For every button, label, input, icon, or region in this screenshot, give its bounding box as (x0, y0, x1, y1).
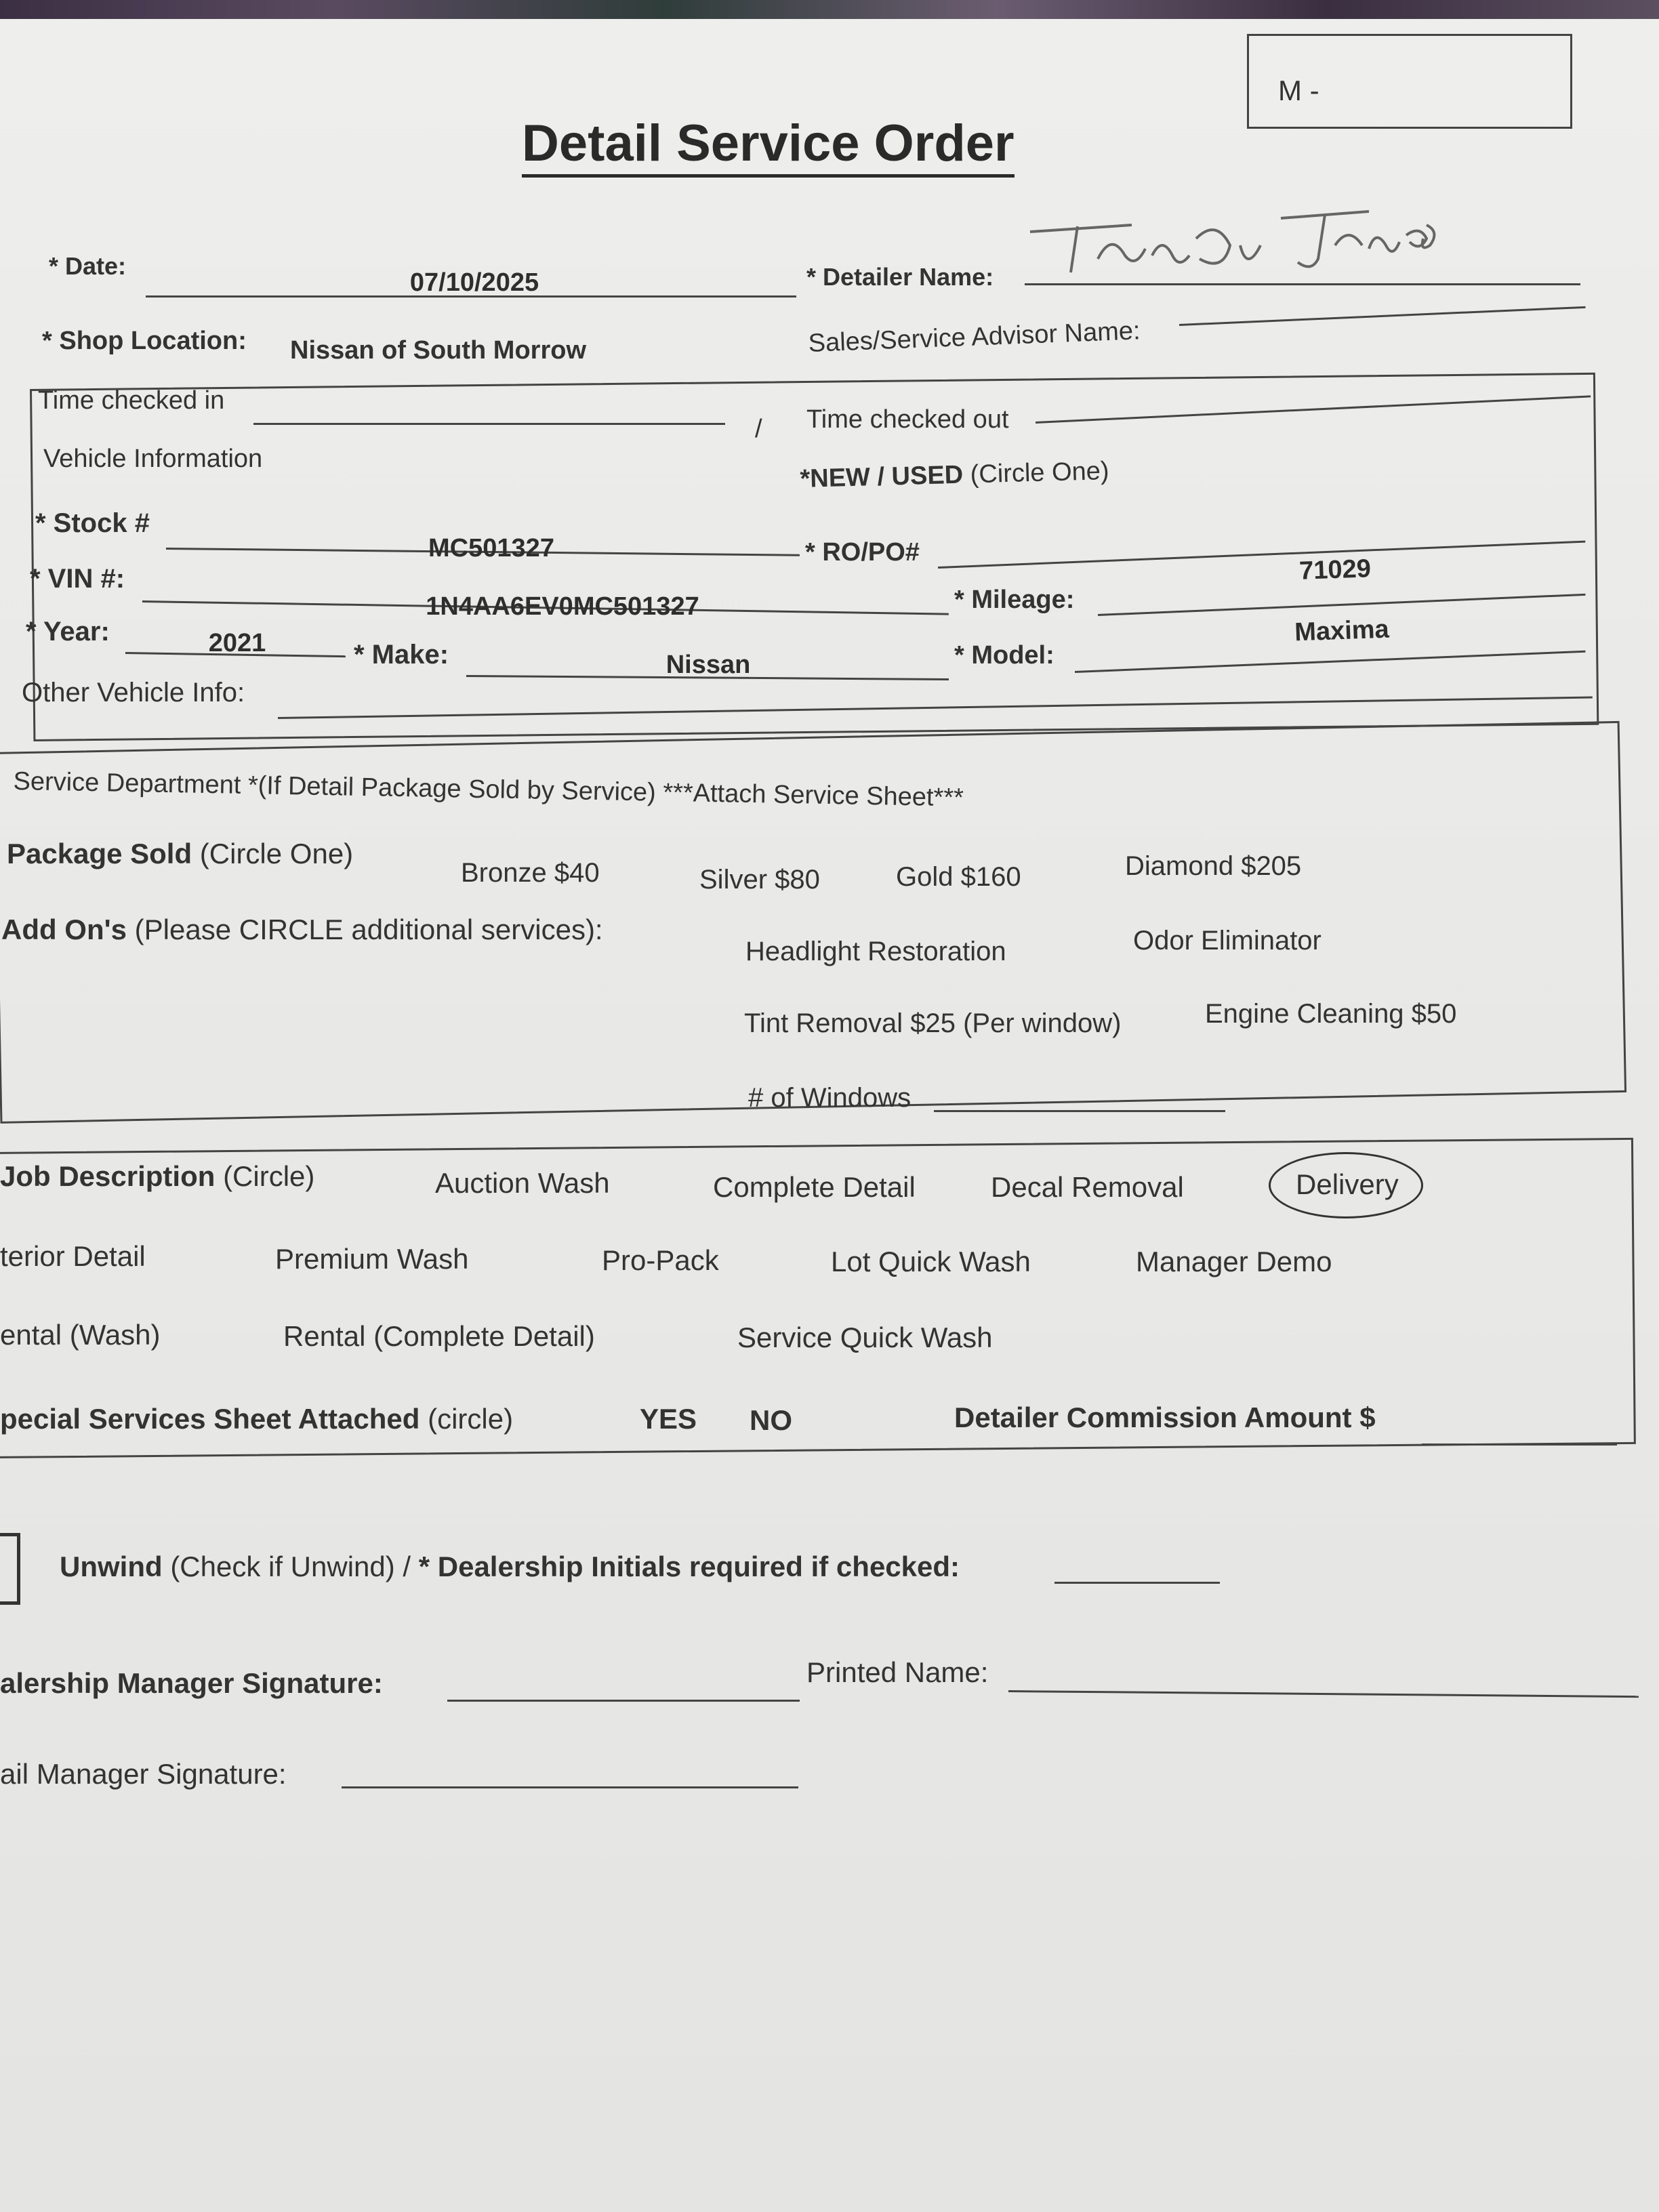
addon-headlight-restoration[interactable]: Headlight Restoration (745, 937, 1006, 966)
date-value: 07/10/2025 (409, 268, 539, 297)
time-slash: / (755, 415, 762, 443)
commission-label: Detailer Commission Amount $ (954, 1401, 1376, 1433)
job-service-quick-wash[interactable]: Service Quick Wash (737, 1322, 993, 1353)
detailer-signature (1017, 184, 1450, 279)
vehicle-info-label: Vehicle Information (43, 445, 263, 473)
package-silver[interactable]: Silver $80 (699, 865, 820, 895)
add-ons-hint: (Please CIRCLE additional services): (134, 914, 603, 945)
addon-tint-removal[interactable]: Tint Removal $25 (Per window) (744, 1008, 1122, 1038)
unwind-line-text (60, 1551, 960, 1583)
job-description-hint: (Circle) (223, 1160, 315, 1192)
job-interior-detail[interactable]: terior Detail (0, 1240, 146, 1272)
detail-manager-signature-line[interactable] (342, 1786, 798, 1788)
stock-label: * Stock # (35, 508, 150, 538)
special-services-no[interactable]: NO (750, 1404, 792, 1436)
job-premium-wash[interactable]: Premium Wash (275, 1243, 469, 1275)
job-pro-pack[interactable]: Pro-Pack (602, 1244, 719, 1276)
dealership-manager-signature-line[interactable] (447, 1700, 800, 1702)
addon-odor-eliminator[interactable]: Odor Eliminator (1133, 926, 1322, 956)
detail-manager-signature-label: ail Manager Signature: (0, 1758, 287, 1790)
add-ons-title: Add On's (1, 914, 127, 945)
unwind-hint: (Check if Unwind) / (170, 1551, 411, 1582)
date-label: * Date: (49, 252, 127, 280)
special-services-title: pecial Services Sheet Attached (0, 1403, 420, 1435)
job-rental-wash[interactable]: ental (Wash) (0, 1319, 161, 1351)
windows-line[interactable] (934, 1110, 1225, 1112)
job-description-title: Job Description (0, 1160, 216, 1192)
package-sold-hint: (Circle One) (199, 838, 354, 869)
ro-po-label: * RO/PO# (805, 538, 920, 567)
advisor-label: Sales/Service Advisor Name: (808, 316, 1141, 358)
package-gold[interactable]: Gold $160 (896, 862, 1021, 892)
initials-line[interactable] (1054, 1582, 1220, 1584)
job-rental-complete-detail[interactable]: Rental (Complete Detail) (283, 1320, 595, 1352)
add-ons-label (1, 914, 603, 946)
year-value: 2021 (208, 629, 266, 657)
dealership-manager-signature-label: alership Manager Signature: (0, 1667, 383, 1699)
unwind-checkbox[interactable] (0, 1533, 20, 1605)
m-box-label: M - (1278, 75, 1319, 106)
year-label: * Year: (26, 617, 110, 647)
job-complete-detail[interactable]: Complete Detail (713, 1171, 916, 1203)
job-lot-quick-wash[interactable]: Lot Quick Wash (831, 1246, 1031, 1277)
package-sold-label (7, 838, 353, 870)
time-out-label: Time checked out (806, 405, 1009, 434)
special-services-label (0, 1403, 513, 1435)
vin-value: 1N4AA6EV0MC501327 (426, 592, 699, 621)
detailer-name-line[interactable] (1025, 283, 1580, 285)
shop-location-label: * Shop Location: (42, 327, 247, 355)
job-auction-wash[interactable]: Auction Wash (435, 1167, 610, 1199)
special-services-hint: (circle) (428, 1403, 514, 1435)
mileage-label: * Mileage: (954, 586, 1075, 614)
model-label: * Model: (954, 641, 1054, 670)
other-vehicle-info-label: Other Vehicle Info: (22, 678, 245, 708)
job-decal-removal[interactable]: Decal Removal (991, 1171, 1184, 1203)
special-services-yes[interactable]: YES (640, 1403, 697, 1435)
page-title: Detail Service Order (522, 114, 1015, 178)
unwind-label: Unwind (60, 1551, 163, 1582)
make-value: Nissan (665, 651, 751, 679)
windows-label: # of Windows (748, 1083, 912, 1113)
detailer-name-label: * Detailer Name: (806, 263, 994, 291)
new-used-options: *NEW / USED (800, 460, 964, 493)
commission-line[interactable] (1422, 1443, 1617, 1446)
vin-label: * VIN #: (30, 564, 125, 594)
model-value: Maxima (1294, 615, 1390, 647)
printed-name-label: Printed Name: (806, 1656, 989, 1688)
job-delivery[interactable]: Delivery (1296, 1168, 1399, 1200)
job-description-label (0, 1160, 314, 1193)
make-label: * Make: (354, 640, 449, 670)
new-used-hint: (Circle One) (970, 457, 1110, 489)
delivery-circle-mark (1269, 1152, 1423, 1218)
initials-label: * Dealership Initials required if checked: (418, 1551, 960, 1582)
package-diamond[interactable]: Diamond $205 (1125, 851, 1302, 881)
shop-location-value: Nissan of South Morrow (290, 336, 586, 365)
package-sold-title: Package Sold (7, 838, 192, 869)
addon-engine-cleaning[interactable]: Engine Cleaning $50 (1205, 999, 1457, 1029)
time-in-label: Time checked in (38, 386, 225, 415)
job-manager-demo[interactable]: Manager Demo (1136, 1246, 1332, 1277)
stock-value: MC501327 (428, 534, 554, 562)
service-department-header: Service Department *(If Detail Package Sold by Service) ***Attach Service Sheet*** (13, 767, 964, 813)
mileage-value: 71029 (1298, 554, 1372, 586)
package-bronze[interactable]: Bronze $40 (461, 858, 600, 888)
